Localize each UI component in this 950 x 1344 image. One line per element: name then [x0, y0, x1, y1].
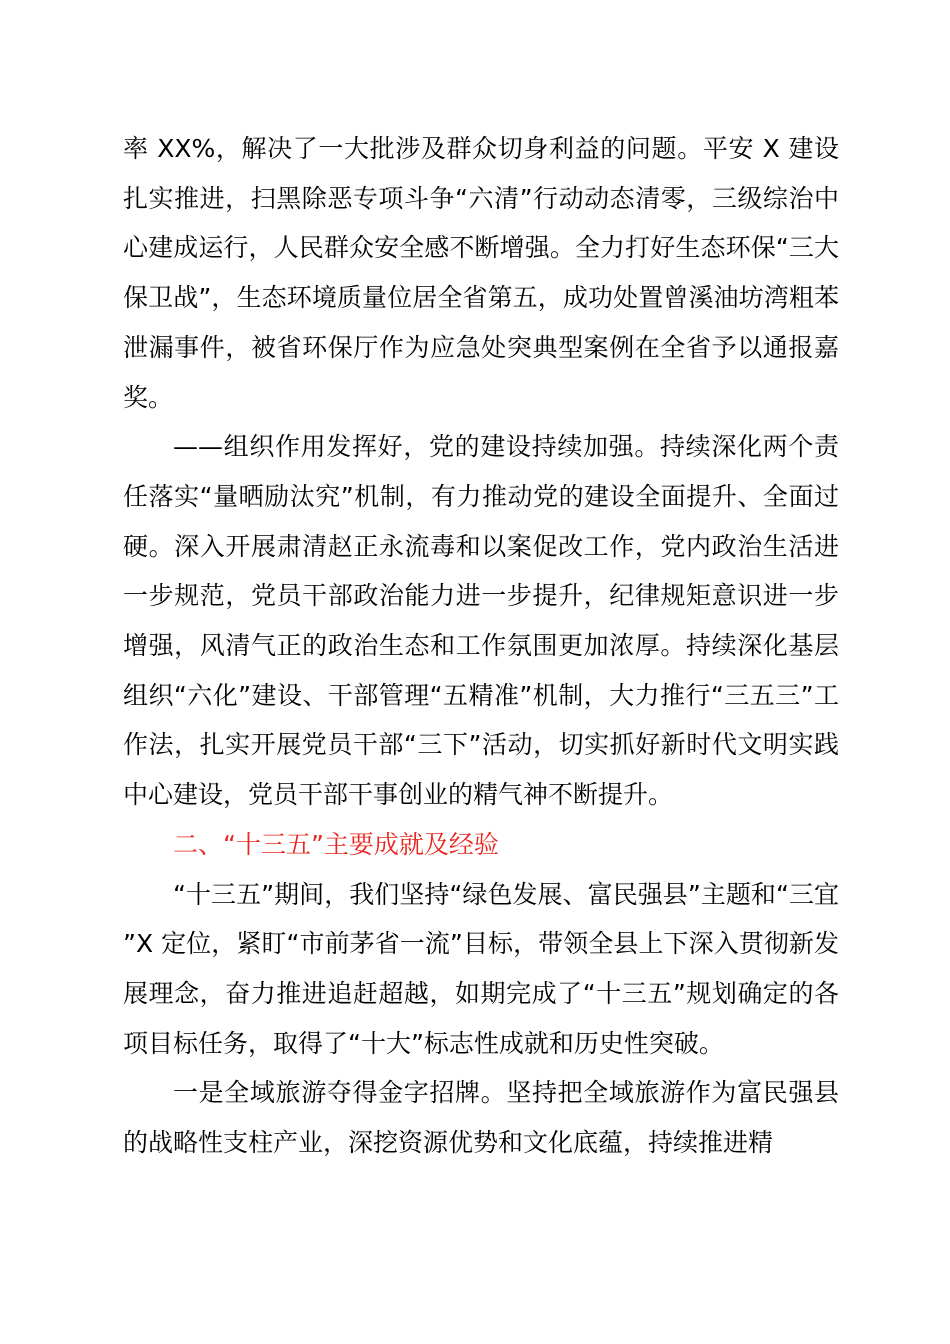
paragraph-13th-five-year-overview: “十三五”期间，我们坚持“绿色发展、富民强县”主题和“三宜”X 定位，紧盯“市前茅省一流”目标，带领全县上下深入贯彻新发展理念，奋力推进追赶超越，如期完成了“十三五”规划确定的各项目标任务，取得了“十大”标志性成就和历史性突破。 — [123, 879, 839, 1058]
section-heading: 二、“十三五”主要成就及经验 — [173, 829, 499, 859]
paragraph-party-building: ——组织作用发挥好，党的建设持续加强。持续深化两个责任落实“量晒励汰究”机制，有力推动党的建设全面提升、全面过硬。深入开展肃清赵正永流毒和以案促改工作，党内政治生活进一步规范，党员干部政治能力进一步提升，纪律规矩意识进一步增强，风清气正的政治生态和工作氛围更加浓厚。持续深化基层组织“六化”建设、干部管理“五精准”机制，大力推行“三五三”工作法，扎实开展党员干部“三下”活动，切实抓好新时代文明实践中心建设，党员干部干事创业的精气神不断提升。 — [123, 432, 839, 810]
paragraph-safety-environment: 率 XX%，解决了一大批涉及群众切身利益的问题。平安 X 建设扎实推进，扫黑除恶专项斗争“六清”行动动态清零，三级综治中心建成运行，人民群众安全感不断增强。全力打好生态环保“三大保卫战”，生态环境质量位居全省第五，成功处置曾溪油坊湾粗苯泄漏事件，被省环保厅作为应急处突典型案例在全省予以通报嘉奖。 — [123, 134, 839, 412]
document-body — [123, 124, 839, 1168]
paragraph-tourism: 一是全域旅游夺得金字招牌。坚持把全域旅游作为富民强县的战略性支柱产业，深挖资源优势和文化底蕴，持续推进精 — [123, 1078, 839, 1158]
